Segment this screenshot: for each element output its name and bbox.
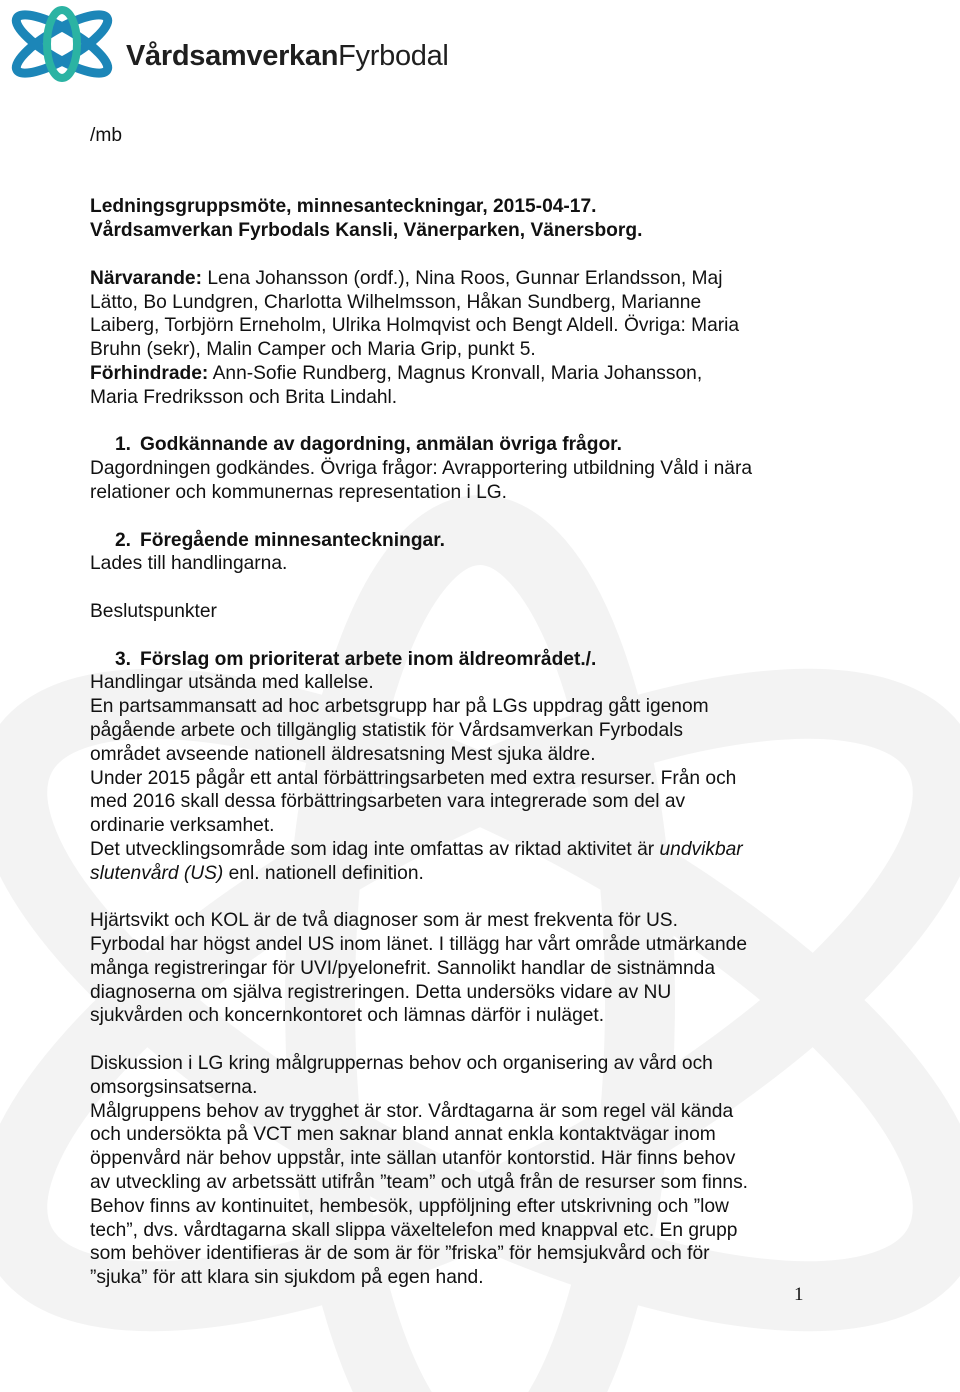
document-title: Ledningsgruppsmöte, minnesanteckningar, 2015-04-17.: [90, 196, 597, 218]
agenda-item-title: Godkännande av dagordning, anmälan övriga frågor.: [140, 434, 622, 456]
agenda-item-3: 3. Förslag om prioriterat arbete inom äldreområdet./. Handlingar utsända med kallelse. En partsammansatt ad hoc arbetsgrupp har på LGs uppdrag gått igenom pågående arbete och tillgänglig statistik för Vårdsamverkan Fyrbodals området avseende nationell äldresatsning Mest sjuka äldre. Under 2015 pågår ett antal förbättringsarbeten med extra resurser. Från och med 2016 skall dessa förbättringsarbeten vara integrerade som del av ordinarie verksamhet. Det utvecklingsområde som idag inte omfattas av riktad aktivitet är undvikbar slutenvård (US) enl. nationell definition. Hjärtsvikt och KOL är de två diagnoser som är mest frekventa för US. Fyrbodal har högst andel US inom länet. I tillägg har vårt område utmärkande många registreringar för UVI/pyelonefrit. Sannolikt handlar de sistnämnda diagnoserna om själva registreringen. Detta undersöks vidare av NU sjukvården och koncernkontoret och lämnas därför i nuläget. Diskussion i LG kring målgruppernas behov och organisering av vård och omsorgsinsatserna. Målgruppens behov av trygghet är stor. Vårdtagarna är som regel väl kända och undersökta på VCT men saknar bland annat enkla kontaktvägar inom öppenvård när behov uppstår, inte sällan utanför kontorstid. Här finns behov av utveckling av arbetssätt utifrån ”team” och utgå från de resurser som finns. Behov finns av kontinuitet, hembesök, uppföljning efter utskrivning och ”low tech”, dvs. vårdtagarna skall slippa växeltelefon med knappval etc. En grupp som behöver identifieras är de som är för ”friska” för hemsjukvård och för ”sjuka” för att klara sin sjukdom på egen hand.: [90, 648, 749, 1289]
agenda-item-title: Föregående minnesanteckningar.: [140, 529, 445, 551]
meeting-notes: [90, 124, 820, 1290]
logo-mark-icon: [4, 4, 124, 86]
logo-wordmark: VårdsamverkanFyrbodal: [126, 40, 449, 72]
agenda-item-2: 2. Föregående minnesanteckningar. Lades till handlingarna.: [90, 529, 445, 575]
page-number: 1: [794, 1284, 804, 1305]
agenda-item-title: Förslag om prioriterat arbete inom äldreområdet./.: [140, 648, 597, 670]
absent-label: Förhindrade:: [90, 362, 209, 384]
vardsamverkan-logo: [4, 4, 449, 86]
section-heading: Beslutspunkter: [90, 600, 217, 622]
present-label: Närvarande:: [90, 267, 202, 289]
agenda-item-1: 1. Godkännande av dagordning, anmälan övriga frågor. Dagordningen godkändes. Övriga frågor: Avrapportering utbildning Våld i nära relationer och kommunernas representation i LG.: [90, 434, 753, 503]
attendees: Närvarande: Lena Johansson (ordf.), Nina Roos, Gunnar Erlandsson, Maj Lätto, Bo Lundgren, Charlotta Wilhelmsson, Håkan Sundberg, Marianne Laiberg, Torbjörn Erneholm, Ulrika Holmqvist och Bengt Aldell. Övriga: Maria Bruhn (sekr), Malin Camper och Maria Grip, punkt 5. Förhindrade: Ann-Sofie Rundberg, Magnus Kronvall, Maria Johansson, Maria Fredriksson och Brita Lindahl.: [90, 267, 740, 408]
document-location: Vårdsamverkan Fyrbodals Kansli, Vänerparken, Vänersborg.: [90, 220, 643, 242]
document-reference: /mb: [90, 125, 122, 146]
